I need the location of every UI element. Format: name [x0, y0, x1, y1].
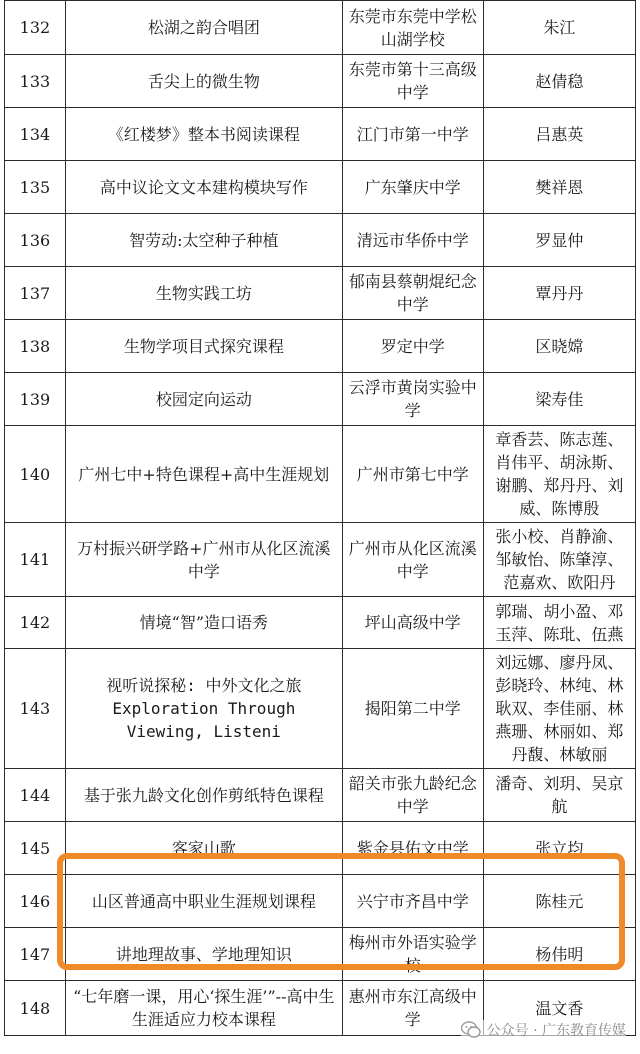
teacher-name: 潘奇、刘玥、吴京航	[483, 769, 635, 822]
table-row	[5, 161, 636, 214]
school-name: 东莞市第十三高级中学	[342, 55, 483, 108]
course-name: “七年磨一课，用心‘探生涯’”--高中生生涯适应力校本课程	[65, 981, 342, 1036]
row-number: 145	[5, 822, 66, 875]
table-row	[5, 373, 636, 426]
course-name: 情境“智”造口语秀	[65, 597, 342, 649]
course-name: 视听说探秘: 中外文化之旅 Exploration Through Viewing, Listeni	[65, 649, 342, 769]
row-number: 138	[5, 320, 66, 373]
table-row	[5, 523, 636, 597]
teacher-name: 郭瑞、胡小盈、邓玉萍、陈玭、伍燕	[483, 597, 635, 649]
row-number: 135	[5, 161, 66, 214]
course-name: 校园定向运动	[65, 373, 342, 426]
school-name: 紫金县佑文中学	[342, 822, 483, 875]
row-number: 141	[5, 523, 66, 597]
row-number: 143	[5, 649, 66, 769]
table-row	[5, 320, 636, 373]
table-row	[5, 214, 636, 267]
school-name: 惠州市东江高级中学	[342, 981, 483, 1036]
teacher-name: 刘远娜、廖丹凤、彭晓玲、林纯、林耿双、李佳丽、林燕珊、林丽如、郑丹馥、林敏丽	[483, 649, 635, 769]
table-row	[5, 426, 636, 523]
row-number: 146	[5, 875, 66, 928]
table-row	[5, 769, 636, 822]
school-name: 广州市从化区流溪中学	[342, 523, 483, 597]
course-name: 广州七中+特色课程+高中生涯规划	[65, 426, 342, 523]
school-name: 坪山高级中学	[342, 597, 483, 649]
course-name: 生物学项目式探究课程	[65, 320, 342, 373]
school-name: 广州市第七中学	[342, 426, 483, 523]
row-number: 147	[5, 928, 66, 981]
row-number: 134	[5, 108, 66, 161]
watermark-text: 公众号 · 广东教育传媒	[486, 1023, 626, 1039]
table-row	[5, 649, 636, 769]
course-name: 《红楼梦》整本书阅读课程	[65, 108, 342, 161]
course-name: 高中议论文文本建构模块写作	[65, 161, 342, 214]
table-row	[5, 822, 636, 875]
row-number: 142	[5, 597, 66, 649]
teacher-name: 张小校、肖静渝、邹敏怡、陈肇淳、范嘉欢、欧阳丹	[483, 523, 635, 597]
school-name: 梅州市外语实验学校	[342, 928, 483, 981]
teacher-name: 樊祥恩	[483, 161, 635, 214]
watermark	[461, 1020, 626, 1040]
teacher-name: 区晓嫦	[483, 320, 635, 373]
table-row	[5, 267, 636, 320]
row-number: 148	[5, 981, 66, 1036]
teacher-name: 罗显仲	[483, 214, 635, 267]
course-name: 智劳动:太空种子种植	[65, 214, 342, 267]
row-number: 132	[5, 1, 66, 55]
course-name: 生物实践工坊	[65, 267, 342, 320]
wechat-icon	[461, 1021, 481, 1039]
school-name: 郁南县蔡朝焜纪念中学	[342, 267, 483, 320]
table-row	[5, 597, 636, 649]
course-name: 基于张九龄文化创作剪纸特色课程	[65, 769, 342, 822]
school-name: 云浮市黄岗实验中学	[342, 373, 483, 426]
course-name: 松湖之韵合唱团	[65, 1, 342, 55]
school-name: 清远市华侨中学	[342, 214, 483, 267]
row-number: 137	[5, 267, 66, 320]
teacher-name: 陈桂元	[483, 875, 635, 928]
row-number: 139	[5, 373, 66, 426]
school-name: 揭阳第二中学	[342, 649, 483, 769]
row-number: 136	[5, 214, 66, 267]
teacher-name: 赵倩稳	[483, 55, 635, 108]
teacher-name: 吕惠英	[483, 108, 635, 161]
table-row	[5, 1, 636, 55]
school-name: 韶关市张九龄纪念中学	[342, 769, 483, 822]
course-name: 讲地理故事、学地理知识	[65, 928, 342, 981]
row-number: 140	[5, 426, 66, 523]
teacher-name: 覃丹丹	[483, 267, 635, 320]
teacher-name: 温文香	[483, 981, 635, 1036]
teacher-name: 杨伟明	[483, 928, 635, 981]
course-name: 客家山歌	[65, 822, 342, 875]
teacher-name: 朱江	[483, 1, 635, 55]
course-name: 万村振兴研学路+广州市从化区流溪中学	[65, 523, 342, 597]
table-row	[5, 108, 636, 161]
school-name: 东莞市东莞中学松山湖学校	[342, 1, 483, 55]
row-number: 133	[5, 55, 66, 108]
school-name: 罗定中学	[342, 320, 483, 373]
table-row	[5, 928, 636, 981]
table-row	[5, 875, 636, 928]
row-number: 144	[5, 769, 66, 822]
course-name: 山区普通高中职业生涯规划课程	[65, 875, 342, 928]
teacher-name: 梁寿佳	[483, 373, 635, 426]
school-name: 兴宁市齐昌中学	[342, 875, 483, 928]
teacher-name: 章香芸、陈志莲、肖伟平、胡泳斯、谢鹏、郑丹丹、刘威、陈博殷	[483, 426, 635, 523]
school-name: 江门市第一中学	[342, 108, 483, 161]
school-name: 广东肇庆中学	[342, 161, 483, 214]
table-row	[5, 55, 636, 108]
course-name: 舌尖上的微生物	[65, 55, 342, 108]
teacher-name: 张立均	[483, 822, 635, 875]
course-table	[4, 0, 636, 1036]
